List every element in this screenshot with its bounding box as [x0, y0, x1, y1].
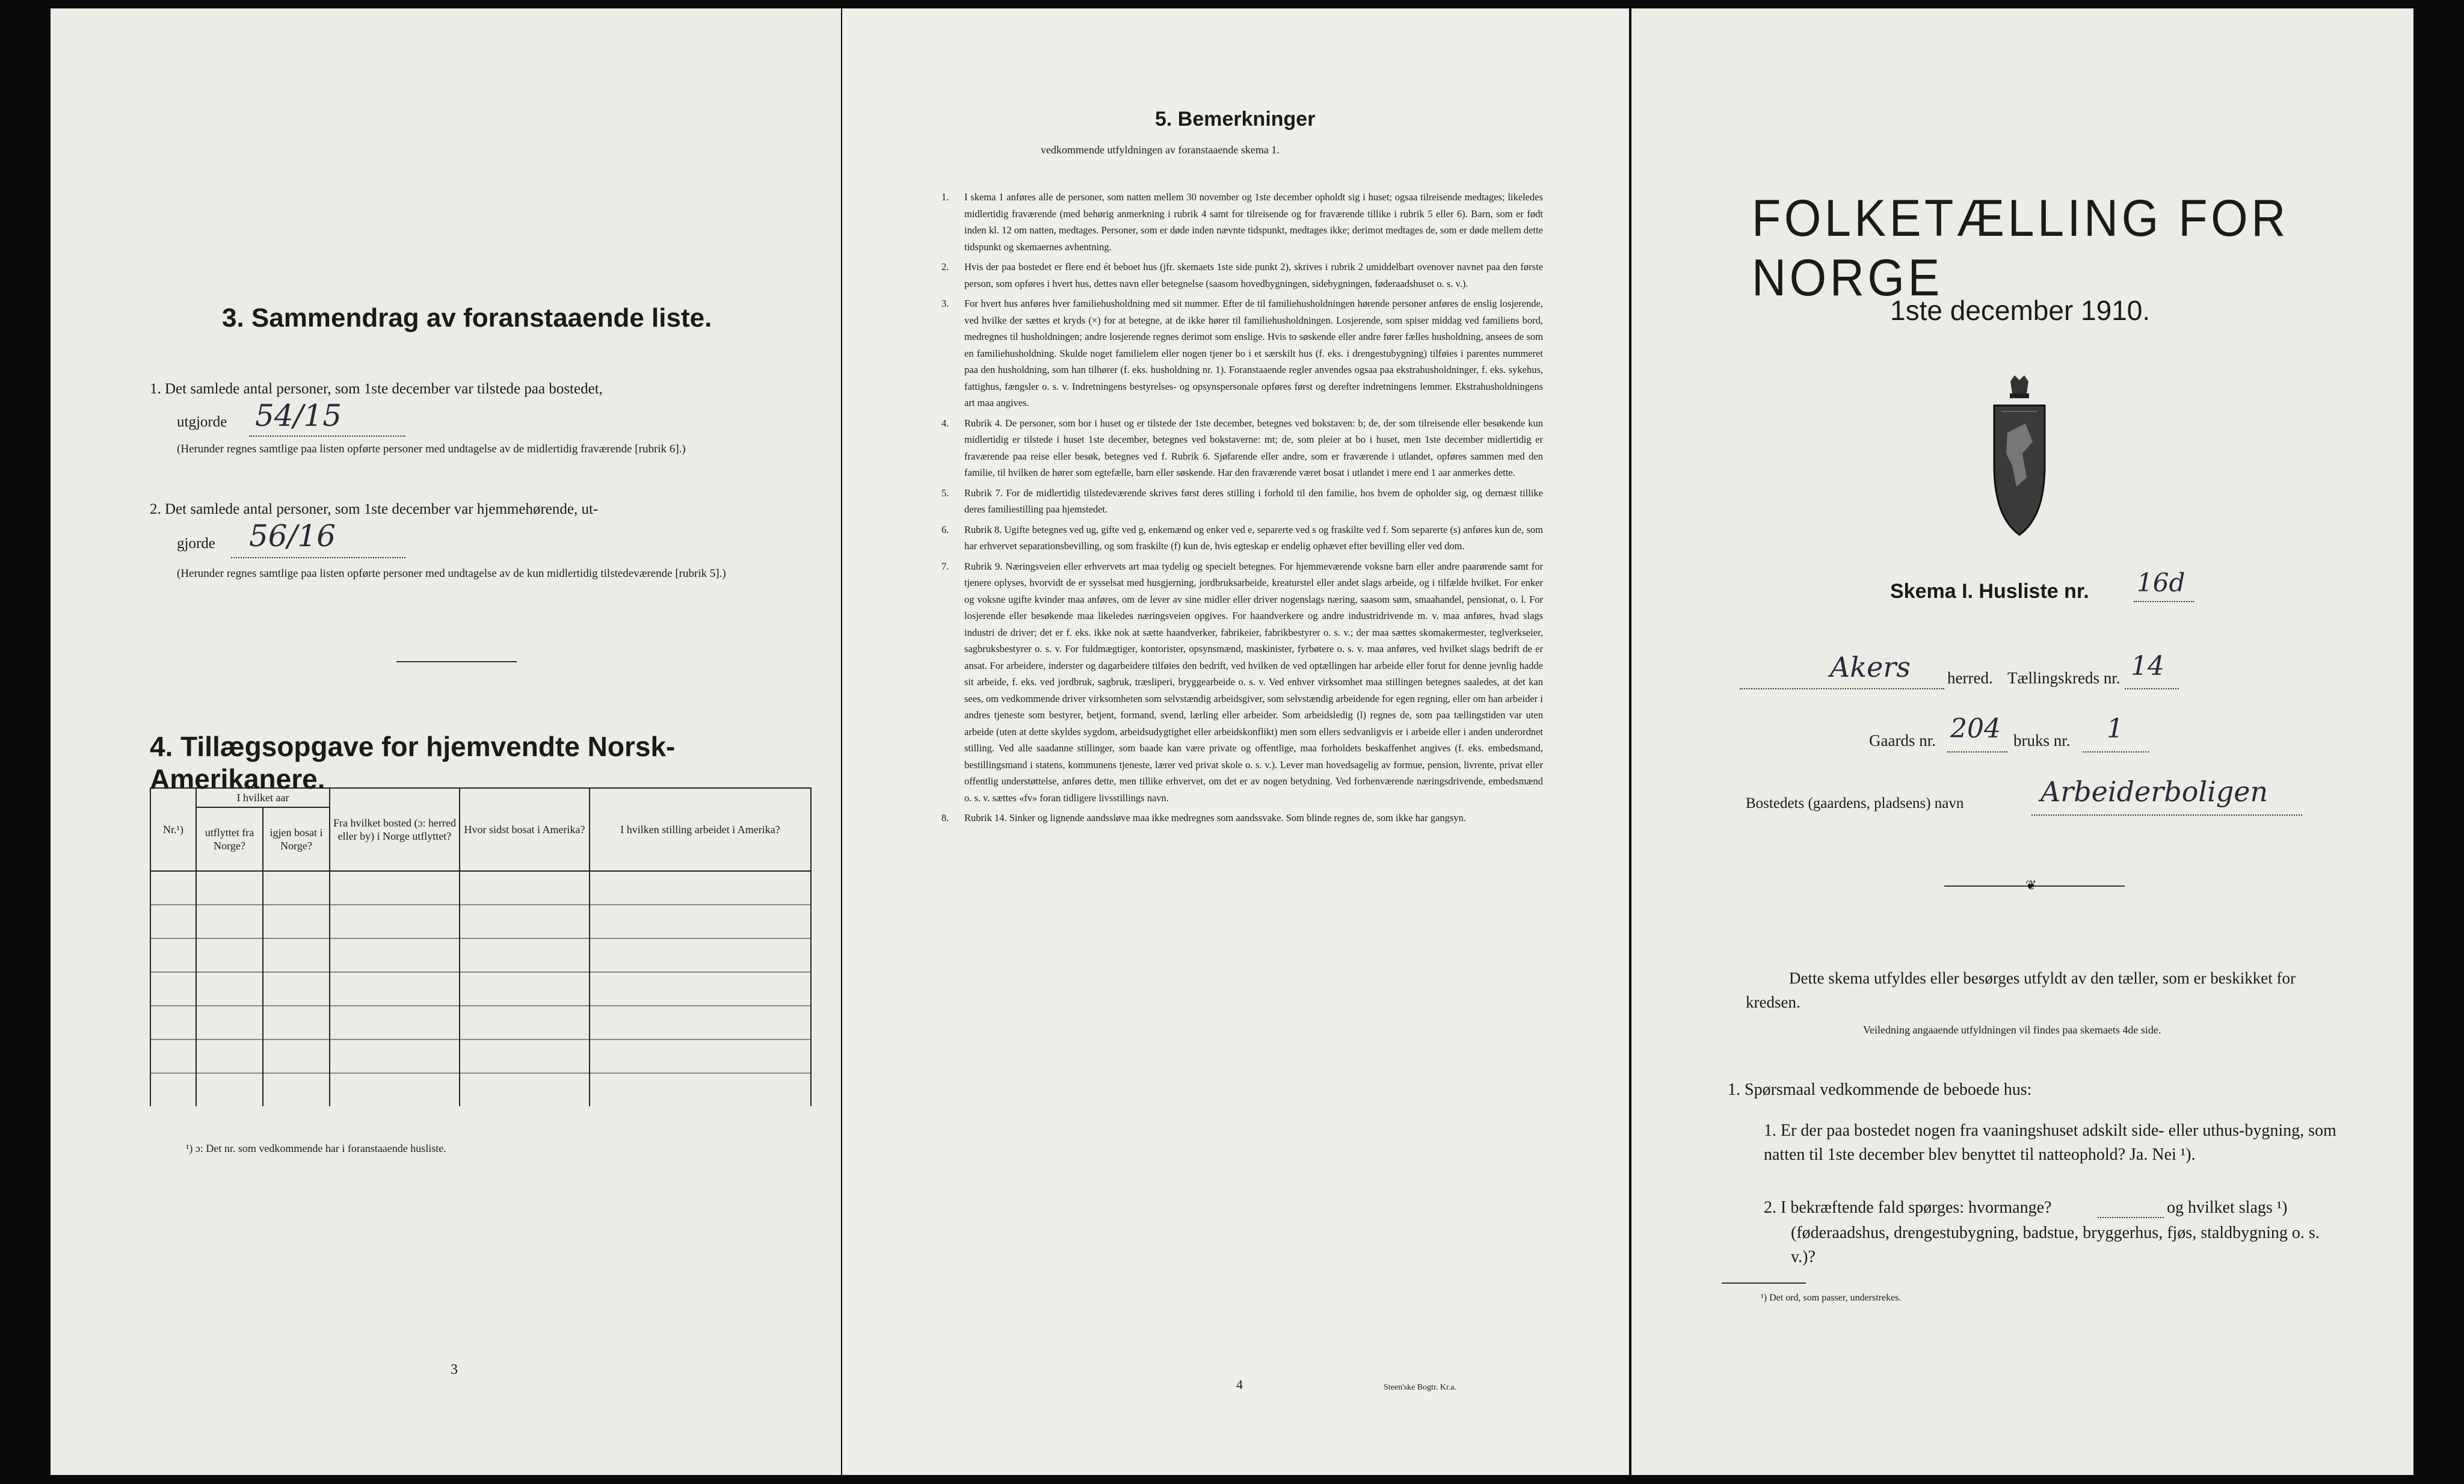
section4-title: 4. Tillægsopgave for hjemvendte Norsk-Amerikanere. — [150, 731, 676, 795]
kreds-label: Tællingskreds nr. — [2007, 669, 2121, 687]
bosted-label: Bostedets (gaardens, pladsens) navn — [1746, 795, 1964, 811]
coat-of-arms-icon — [1989, 375, 2050, 538]
gaards-label: Gaards nr. — [1869, 731, 1936, 750]
census-date: 1ste december 1910. — [1890, 295, 2151, 326]
main-title: FOLKETÆLLING FOR NORGE — [1752, 189, 2289, 307]
bemerkninger-subtitle: vedkommende utfyldningen av foranstaaende skema 1. — [1041, 144, 1280, 156]
table-cell[interactable] — [590, 905, 811, 938]
table-cell[interactable] — [590, 938, 811, 972]
bemerkning-number: 7. — [941, 560, 949, 572]
table-cell[interactable] — [330, 938, 460, 972]
item2-utgjorde: gjorde — [177, 535, 215, 552]
table-cell[interactable] — [460, 1006, 590, 1039]
item2-note: (Herunder regnes samtlige paa listen opførte personer med undtagelse av de kun midlertidig tilstedeværende [rubrik 5].) — [177, 567, 726, 580]
questions-heading: 1. Spørsmaal vedkommende de beboede hus: — [1728, 1080, 2032, 1099]
mid-page-number: 4 — [1236, 1377, 1243, 1392]
bemerkning-text: Hvis der paa bostedet er flere end ét beboet hus (jfr. skemaets 1ste side punkt 2), skrives i rubrik 2 umiddelbart ovenover navnet paa den første person, som opføres i hvert hus, dettes navn eller betegnelse (saasom hovedbygningen, sidebygningen, føderaadshuset o. s. v.). — [964, 261, 1543, 289]
table-row — [150, 905, 811, 938]
left-page — [51, 8, 841, 1475]
col-stilling: I hvilken stilling arbeidet i Amerika? — [590, 788, 811, 871]
table-cell[interactable] — [460, 871, 590, 905]
bemerkning-item — [941, 810, 1543, 827]
bemerkning-number: 1. — [941, 191, 949, 203]
bemerkning-number: 2. — [941, 261, 949, 272]
table-cell[interactable] — [330, 1073, 460, 1106]
bosted-value[interactable]: Arbeiderboligen — [2040, 775, 2268, 808]
table-cell[interactable] — [590, 1073, 811, 1106]
col-nr: Nr.¹) — [150, 788, 196, 871]
table-row — [150, 938, 811, 972]
col-hvor-sidst: Hvor sidst bosat i Amerika? — [460, 788, 590, 871]
question-2c: (føderaadshus, drengestubygning, badstue, bryggerhus, fjøs, staldbygning o. s. v.)? — [1791, 1224, 2320, 1266]
bemerkning-text: Rubrik 9. Næringsveien eller erhvervets art maa tydelig og specielt betegnes. For hjemmeværende voksne barn eller andre paarørende samt for tjenere oplyses, hvorvidt de er sysselsat med husgjerning, jordbruksarbeide, kreaturstel eller andet slags arbeide, og i tilfælde hvilket. For enker og voksne ugifte kvinder maa anføres, om de lever av sine midler eller driver nogenslags næring, saasom søm, smaahandel, pensionat, o. l. For losjerende eller besøkende maa likeledes næringsveien opgives. For haandverkere og andre industridrivende m. v. maa anføres, hvad slags industri de driver; det er f. eks. ikke nok at sætte haandverker, fabrikeier, fabrikbestyrer o. s. v.; der maa sættes skomakermester, teglverkseier, sagbruksbestyrer o. s. v. For fuldmægtiger, kontorister, opsynsmænd, maskinister, fyrbøtere o. s. v. maa anføres, ved hvilket slags bedrift de er ansat. For arbeidere, inderster og dagarbeidere tilføies den bedrift, ved hvilken de ved optællingen har arbeide eller forut for denne jevnlig hadde sit arbeide, f. eks. ved jordbruk, sagbruk, træsliperi, bryggearbeide o. s. v. Ved enhver virksomhet maa stillingen betegnes saaledes, at det kan sees, om vedkommende driver virksomheten som selvstændig arbeidsgiver, som selvstændig arbeidende for egen regning, eller om han arbeider i andres tjeneste som bestyrer, betjent, formand, svend, lærling eller arbeider. Som arbeidsledig (l) regnes de, som paa tællingstiden var uten arbeide (uten at dette skyldes sygdom, arbeidsudygtighet eller arbeidskonflikt) men som ellers sedvanligvis er i arbeide eller i anden underordnet stilling. Ved alle saadanne stillinger, som baade kan være private og offentlige, maa forholdets beskaffenhet angives (f. eks. embedsmand, bestillingsmand i statens, kommunens tjeneste, lærer ved privat skole o. s. v.). Lever man hovedsagelig av formue, pension, livrente, privat eller offentlig understøttelse, anføres dette, men tillike erhvervet, om det er av nogen betydning. Ved forhenværende næringsdrivende, embedsmænd o. s. v. sættes «fv» foran tidligere livsstillings navn. — [964, 560, 1543, 804]
table-cell[interactable] — [150, 972, 196, 1006]
divider — [396, 661, 517, 662]
table-cell[interactable] — [590, 871, 811, 905]
gaards-value[interactable]: 204 — [1950, 713, 2001, 744]
bemerkning-text: For hvert hus anføres hver familiehusholdning med sit nummer. Efter de til familiehusholdningen hørende personer anføres de enslig losjerende, ved hvilke der sættes et kryds (×) for at betegne, at de ikke hører til familiehusholdningen. Losjerende, som spiser middag ved familiens bord, medregnes til husholdningen; andre losjerende regnes derimot som enslige. Hvis to søskende eller andre fører fælles husholdning, ansees de som en familiehusholdning. Skulde noget familielem eller nogen tjener bo i et særskilt hus (f. eks. i drengestubygning) tilføies i parentes nummeret paa den husholdning, som han tilhører (f. eks. husholdning nr. 1). Foranstaaende regler anvendes ogsaa paa ekstrahusholdninger, f. eks. sykehus, fattighus, fængsler o. s. v. Indretningens bestyrelses- og opsynspersonale opføres først og derefter indretningens lemmer. Ekstrahusholdningens art maa angives. — [964, 298, 1543, 408]
table-cell[interactable] — [150, 1006, 196, 1039]
table-cell[interactable] — [196, 905, 263, 938]
table-cell[interactable] — [150, 1073, 196, 1106]
bemerkning-text: Rubrik 8. Ugifte betegnes ved ug, gifte ved g, enkemænd og enker ved e, separerte ved s og fraskilte ved f. Som separerte (s) anføres kun de, som har erhvervet separationsbevilling, og som fraskilte (f) kun de, hvis egteskap er endelig ophævet efter bevilling eller ved dom. — [964, 523, 1543, 552]
table-cell[interactable] — [460, 905, 590, 938]
printer-credit: Steen'ske Bogtr. Kr.a. — [1384, 1383, 1457, 1392]
table-cell[interactable] — [263, 938, 330, 972]
table-cell[interactable] — [150, 938, 196, 972]
bruks-value[interactable]: 1 — [2107, 713, 2124, 744]
table-cell[interactable] — [150, 871, 196, 905]
right-page — [1631, 8, 2413, 1475]
hvormange-dotline — [2098, 1202, 2164, 1218]
bemerkninger-list — [941, 189, 1543, 830]
bemerkning-number: 6. — [941, 523, 949, 535]
table-cell[interactable] — [263, 905, 330, 938]
table-cell[interactable] — [330, 905, 460, 938]
item2-value[interactable]: 56/16 — [249, 519, 336, 553]
table-cell[interactable] — [460, 1039, 590, 1073]
bemerkning-item — [941, 558, 1543, 807]
bemerkning-number: 5. — [941, 487, 949, 499]
table-cell[interactable] — [150, 1039, 196, 1073]
table-cell[interactable] — [196, 1073, 263, 1106]
table-cell[interactable] — [263, 1039, 330, 1073]
bemerkning-number: 4. — [941, 417, 949, 429]
col-fra-hvilket-bosted: Fra hvilket bosted (ɔ: herred eller by) i Norge utflyttet? — [330, 788, 460, 871]
left-page-number: 3 — [451, 1362, 458, 1378]
bemerkning-number: 8. — [941, 812, 949, 824]
husliste-nr-value[interactable]: 16d — [2137, 568, 2185, 597]
table-cell[interactable] — [330, 1006, 460, 1039]
col-i-hvilket-aar: I hvilket aar — [196, 788, 330, 807]
kreds-value[interactable]: 14 — [2131, 651, 2164, 682]
footnote-divider — [1722, 1282, 1806, 1284]
table-row — [150, 871, 811, 905]
norsk-amerikanere-table — [150, 787, 812, 1106]
item1-value[interactable]: 54/15 — [255, 398, 342, 433]
table-row — [150, 1039, 811, 1073]
bemerkning-text: Rubrik 4. De personer, som bor i huset og er tilstede der 1ste december, betegnes ved bokstaven: b; de, der som tilreisende eller besøkende kun midlertidig er tilstede i huset 1ste december, betegnes ved bokstaverne: mt; de, som pleier at bo i huset, men 1ste december midlertidig er fraværende paa reise eller besøk, betegnes ved f. Rubrik 6. Sjøfarende eller andre, som er fraværende i utlandet, opføres sammen med den familie, til hvilken de hører som egtefælle, barn eller søskende. Har den fraværende været bosat i utlandet i mere end 1 aar anmerkes dette. — [964, 417, 1543, 478]
table-row — [150, 1006, 811, 1039]
table-cell[interactable] — [263, 972, 330, 1006]
bemerkning-text: Rubrik 7. For de midlertidig tilstedeværende skrives først deres stilling i forhold til den familie, hos hvem de opholder sig, og dernæst tillike deres familiestilling paa hjemstedet. — [964, 487, 1543, 515]
ornament-icon: ❦ — [2025, 878, 2037, 893]
bemerkning-item — [941, 295, 1543, 411]
table-cell[interactable] — [196, 1006, 263, 1039]
bemerkning-item — [941, 485, 1543, 518]
col-igjen-bosat: igjen bosat i Norge? — [263, 807, 330, 871]
bemerkning-number: 3. — [941, 298, 949, 309]
item1-note: (Herunder regnes samtlige paa listen opførte personer med undtagelse av de midlertidig fraværende [rubrik 6].) — [177, 443, 686, 455]
table-cell[interactable] — [330, 972, 460, 1006]
table-cell[interactable] — [330, 1039, 460, 1073]
bemerkning-item — [941, 189, 1543, 255]
item1-text: 1. Det samlede antal personer, som 1ste december var tilstede paa bostedet, — [150, 381, 603, 397]
table-cell[interactable] — [460, 1073, 590, 1106]
question-2b: og hvilket slags ¹) — [2167, 1198, 2288, 1217]
table-cell[interactable] — [196, 938, 263, 972]
right-footnote: ¹) Det ord, som passer, understrekes. — [1761, 1293, 1902, 1303]
section3-title: 3. Sammendrag av foranstaaende liste. — [222, 303, 712, 333]
table-cell[interactable] — [460, 938, 590, 972]
left-footnote: ¹) ɔ: Det nr. som vedkommende har i foranstaaende husliste. — [186, 1142, 446, 1154]
table-row — [150, 972, 811, 1006]
bruks-label: bruks nr. — [2013, 731, 2071, 750]
bemerkning-item — [941, 415, 1543, 481]
item1-utgjorde: utgjorde — [177, 414, 227, 430]
table-cell[interactable] — [460, 972, 590, 1006]
table-cell[interactable] — [590, 1006, 811, 1039]
table-cell[interactable] — [590, 972, 811, 1006]
table-cell[interactable] — [196, 871, 263, 905]
veiledning-text: Veiledning angaaende utfyldningen vil findes paa skemaets 4de side. — [1863, 1024, 2161, 1036]
middle-page — [842, 8, 1629, 1475]
table-cell[interactable] — [330, 871, 460, 905]
skema-label: Skema I. Husliste nr. — [1890, 580, 2089, 603]
table-cell[interactable] — [263, 1073, 330, 1106]
table-body — [150, 871, 811, 1106]
table-cell[interactable] — [263, 1006, 330, 1039]
bemerkning-item — [941, 259, 1543, 292]
col-utflyttet: utflyttet fra Norge? — [196, 807, 263, 871]
herred-label: herred. — [1947, 669, 1993, 687]
bemerkning-text: I skema 1 anføres alle de personer, som natten mellem 30 november og 1ste december opholdt sig i huset; ogsaa tilreisende medtages; likeledes midlertidig fraværende (med behørig anmerkning i rubrik 4 samt for tilreisende og for fraværende tillike i rubrik 5 eller 6). Barn, som er født inden kl. 12 om natten, medtages. Personer, som er døde inden nævnte tidspunkt, medtages ikke; derimot medtages de, som er døde mellem dette tidspunkt og skemaernes avhentning. — [964, 191, 1543, 253]
table-cell[interactable] — [263, 871, 330, 905]
table-cell[interactable] — [196, 972, 263, 1006]
herred-value[interactable]: Akers — [1830, 651, 1911, 683]
table-cell[interactable] — [196, 1039, 263, 1073]
question-2a: 2. I bekræftende fald spørges: hvormange? — [1764, 1198, 2052, 1217]
bemerkninger-title: 5. Bemerkninger — [1155, 108, 1316, 131]
instruction-text: Dette skema utfyldes eller besørges utfyldt av den tæller, som er beskikket for kredsen. — [1746, 969, 2296, 1011]
item2-text: 2. Det samlede antal personer, som 1ste december var hjemmehørende, ut- — [150, 501, 599, 517]
bemerkning-item — [941, 522, 1543, 555]
table-cell[interactable] — [150, 905, 196, 938]
table-cell[interactable] — [590, 1039, 811, 1073]
question-1: 1. Er der paa bostedet nogen fra vaaningshuset adskilt side- eller uthus-bygning, som natten til 1ste december blev benyttet til natteophold? Ja. Nei ¹). — [1764, 1121, 2336, 1164]
table-row — [150, 1073, 811, 1106]
bemerkning-text: Rubrik 14. Sinker og lignende aandssløve maa ikke medregnes som aandssvake. Som blinde regnes de, som ikke har gangsyn. — [964, 812, 1466, 824]
